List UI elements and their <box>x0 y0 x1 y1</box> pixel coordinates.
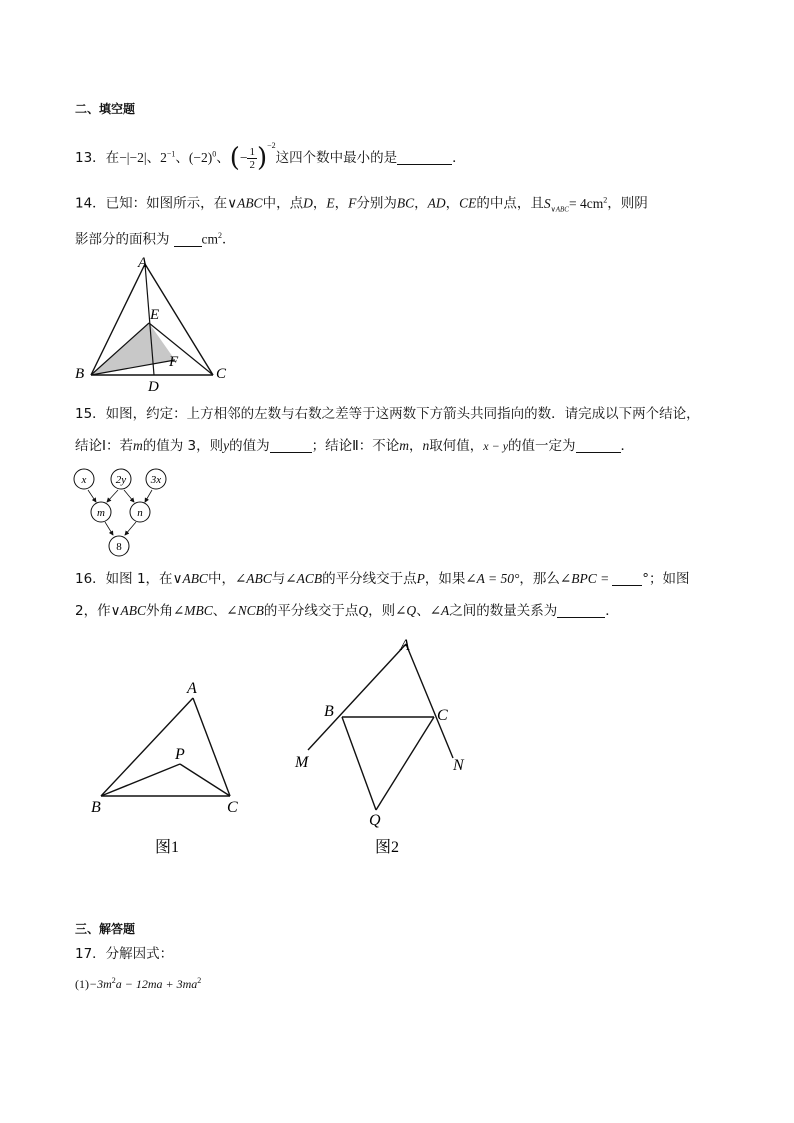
q15-var-m: m <box>399 438 410 453</box>
q13-power-1-base: 2 <box>160 150 167 165</box>
fig2-label-b: B <box>324 703 334 720</box>
q14-comma: ， <box>312 195 327 212</box>
q15-text: 取何值， <box>429 438 484 454</box>
fig1-segment-bp <box>101 764 180 796</box>
q16-answer-blank-1[interactable] <box>612 571 642 586</box>
question-14-line-2 <box>75 226 236 250</box>
q15-answer-blank-2[interactable] <box>576 438 621 453</box>
q15-arrow-3x-n <box>145 490 152 502</box>
q14-point-d: D <box>303 195 313 211</box>
q16-text: ，如果 <box>424 571 466 587</box>
q13-answer-blank[interactable] <box>397 150 452 165</box>
q14-end: ． <box>222 231 236 248</box>
q16-text: 2，作 <box>75 603 111 619</box>
q13-power-2-base: (−2) <box>188 150 213 165</box>
fig1-label-c: C <box>227 799 238 816</box>
section-title-solutions: 三、解答题 <box>75 922 136 936</box>
fig1-label-a: A <box>187 680 197 697</box>
q15-expression-x-minus-y: x − y <box>483 439 509 453</box>
q14-triangle-figure <box>70 250 240 395</box>
q16-angle-bpc: ∠BPC = <box>559 571 610 586</box>
q14-area-value: = 4cm <box>568 195 604 211</box>
section-title-fill-blank: 二、填空题 <box>75 102 136 116</box>
q13-fraction <box>247 146 257 171</box>
q16-text: 与 <box>271 571 286 587</box>
q16-angle-q: ∠Q <box>395 603 417 618</box>
fig1-caption: 图1 <box>155 839 180 856</box>
q15-node-label-2y: 2y <box>115 474 127 486</box>
q15-text: ；结论Ⅱ：不论 <box>311 438 400 454</box>
q16-figure-2 <box>290 630 490 860</box>
q13-number: 13．在 <box>75 150 120 166</box>
q14-label-a: A <box>138 255 148 271</box>
q14-segment-bc: BC <box>396 195 415 211</box>
q14-text: 的中点，且 <box>476 195 544 212</box>
q16-text: 的平分线交于点 <box>322 571 417 587</box>
q16-point-p: P <box>416 571 425 586</box>
q15-var-n: n <box>422 438 430 453</box>
fig2-segment-bq <box>342 717 376 810</box>
fig2-label-c: C <box>437 707 448 724</box>
q14-text: 分别为 <box>356 195 397 212</box>
q16-angle-mbc: ∠MBC <box>172 603 213 618</box>
q15-text: 的值为 <box>229 438 270 454</box>
q13-fraction-power: (− $\frac{1}{2}$ )$^{-2}$ <box>229 141 276 173</box>
q16-text: 外角 <box>145 603 173 619</box>
q16-text: 的平分线交于点 <box>263 603 359 619</box>
q13-fraction-sign: − <box>239 150 248 165</box>
q15-arrow-2y-m <box>107 490 118 502</box>
fig2-line-an <box>406 644 453 758</box>
q16-angle-abc: ∠ABC <box>234 571 272 586</box>
q13-power-1-exponent: −1 <box>166 149 176 159</box>
question-16-line-1 <box>75 569 689 589</box>
q15-arrow-m-8 <box>105 522 113 535</box>
fig2-label-a: A <box>400 637 410 654</box>
q16-text: 16．如图 1，在 <box>75 571 173 587</box>
q15-var-y: y <box>223 438 230 453</box>
q17-exponent-2: 2 <box>197 976 202 985</box>
q16-triangle-symbol: ∨ABC <box>172 571 208 586</box>
q15-var-m: m <box>132 438 143 453</box>
q16-text: ，则 <box>368 603 396 619</box>
fig2-line-am <box>308 644 406 750</box>
q13-separator: 、 <box>146 150 161 166</box>
q14-area-exponent: 2 <box>603 195 608 204</box>
fig2-caption: 图2 <box>375 839 400 856</box>
q13-fraction-denominator: 2 <box>249 158 255 171</box>
question-17-title: 17．分解因式： <box>75 946 174 962</box>
q15-answer-blank-1[interactable] <box>270 438 312 453</box>
question-15-line-1: 15．如图，约定：上方相邻的左数与右数之差等于这两数下方箭头共同指向的数．请完成以下两个结论， <box>75 406 700 422</box>
q16-angle-ncb: ∠NCB <box>226 603 264 618</box>
q13-separator: 、 <box>216 150 230 166</box>
q16-text: °；如图 <box>642 571 690 587</box>
q14-text: 中，点 <box>262 195 304 212</box>
q17-expression-a: −3m <box>89 977 112 991</box>
q14-answer-blank[interactable] <box>174 232 202 247</box>
q14-label-b: B <box>75 366 85 382</box>
q14-comma: ， <box>445 195 460 212</box>
q16-point-q: Q <box>358 603 369 618</box>
q16-separator: 、 <box>416 603 430 619</box>
q16-angle-a: ∠A <box>429 603 450 618</box>
q13-end: ． <box>452 150 466 166</box>
q15-node-label-3x: 3x <box>150 474 162 486</box>
q14-label-d: D <box>148 379 159 395</box>
q14-label-e: E <box>150 307 160 323</box>
q14-label-f: F <box>169 354 179 370</box>
q13-text: 这四个数中最小的是 <box>275 150 398 166</box>
q15-text: 的值一定为 <box>508 438 576 454</box>
q13-separator: 、 <box>175 150 189 166</box>
q14-label-c: C <box>216 366 227 382</box>
q14-segment-ce: CE <box>459 195 477 211</box>
q16-angle-a-value: ∠A = 50° <box>465 571 520 586</box>
question-16-line-2 <box>75 601 619 621</box>
question-17-part-1 <box>75 976 201 992</box>
q15-text: 结论Ⅰ：若 <box>75 438 133 454</box>
q16-text: ，那么 <box>519 571 560 587</box>
q14-area-expression <box>543 195 608 214</box>
q16-separator: 、 <box>212 603 227 619</box>
q17-expression-b: a − 12ma + 3ma <box>115 977 198 991</box>
q14-text: ，则阴 <box>607 195 648 212</box>
q14-point-f: F <box>348 195 357 211</box>
q15-text: 的值为 3，则 <box>142 438 224 454</box>
q14-area-subscript: ∨ABC <box>550 205 569 214</box>
q14-unit-exponent: 2 <box>218 231 222 240</box>
q15-node-label-8: 8 <box>116 541 122 553</box>
q13-abs-expression: −|−2| <box>119 150 147 165</box>
q15-node-label-m: m <box>97 507 105 519</box>
question-15-line-2 <box>75 436 634 456</box>
q13-fraction-numerator: 1 <box>249 145 255 158</box>
q16-triangle-symbol: ∨ABC <box>110 603 146 618</box>
q15-arrow-diagram <box>70 464 180 559</box>
q16-text: 中， <box>207 571 235 587</box>
q15-arrow-n-8 <box>125 522 136 535</box>
q13-fraction-exponent: −2 <box>267 141 276 150</box>
q15-end: ． <box>620 438 635 454</box>
q15-arrow-2y-n <box>124 490 134 502</box>
q15-comma: ， <box>409 438 423 454</box>
q15-node-label-n: n <box>137 507 143 519</box>
fig1-label-p: P <box>175 746 185 763</box>
q16-text: 之间的数量关系为 <box>449 603 558 619</box>
q14-text: 影部分的面积为 <box>75 231 170 248</box>
fig2-label-n: N <box>453 757 464 774</box>
fig1-label-b: B <box>91 799 101 816</box>
q13-power-2 <box>189 150 216 165</box>
fig2-label-m: M <box>295 754 309 771</box>
fig2-label-q: Q <box>369 812 381 829</box>
q14-comma: ， <box>334 195 349 212</box>
fig2-segment-cq <box>376 717 434 810</box>
q17-part-label: (1) <box>75 977 89 991</box>
q14-triangle-symbol: ∨ABC <box>227 195 263 211</box>
q16-answer-blank-2[interactable] <box>557 603 605 618</box>
q15-arrow-x-m <box>88 490 96 502</box>
q15-node-label-x: x <box>81 474 87 486</box>
q16-figure-1 <box>85 676 255 856</box>
q13-power-2-exponent: 0 <box>212 149 217 159</box>
fig1-side-ac <box>193 698 230 796</box>
q16-end: ． <box>605 603 619 619</box>
question-13 <box>75 136 466 171</box>
fig1-segment-pc <box>180 764 230 796</box>
q17-exponent-1: 2 <box>111 976 116 985</box>
q13-power-1 <box>160 150 175 165</box>
question-14-line-1 <box>75 190 648 219</box>
q14-point-e: E <box>326 195 335 211</box>
q14-unit: cm <box>201 231 218 247</box>
q14-area-symbol: S <box>543 195 551 211</box>
q14-text: 14．已知：如图所示，在 <box>75 195 228 212</box>
q14-segment-ad: AD <box>427 195 446 211</box>
q14-comma: ， <box>414 195 428 212</box>
q16-angle-acb: ∠ACB <box>285 571 323 586</box>
